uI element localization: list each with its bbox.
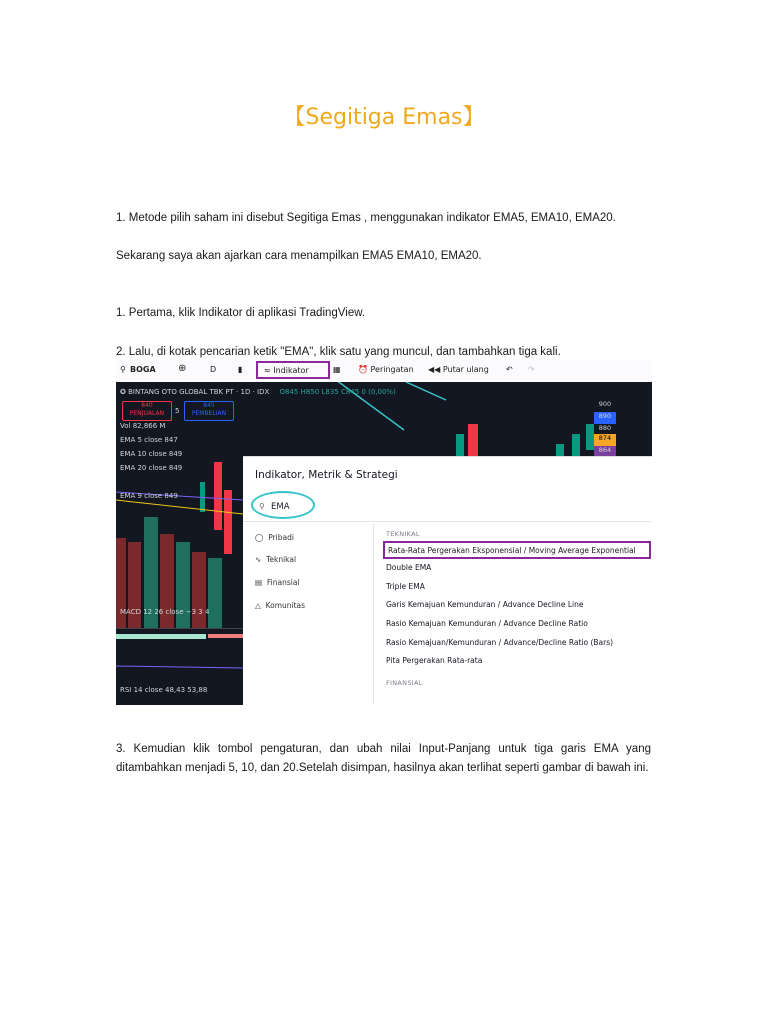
replay-button[interactable]: ◀◀ Putar ulang: [428, 365, 489, 374]
step-1: 1. Pertama, klik Indikator di aplikasi TradingView.: [116, 307, 366, 319]
result-double-ema[interactable]: Double EMA: [386, 563, 432, 572]
user-icon: ◯: [255, 533, 264, 542]
title-close-glyph: 】: [462, 105, 485, 130]
ema5-legend: EMA 5 close 847: [120, 436, 178, 444]
dialog-title: Indikator, Metrik & Strategi: [255, 469, 398, 481]
add-symbol-icon[interactable]: ⊕: [178, 363, 187, 374]
section-financial: FINANSIAL: [386, 679, 423, 687]
undo-icon[interactable]: ↶: [506, 365, 513, 374]
sell-button[interactable]: 840 PENJUALAN: [122, 401, 172, 421]
step-3: 3. Kemudian klik tombol pengaturan, dan ubah nilai Input-Panjang untuk tiga garis EMA yang ditambahkan menjadi 5, 10, dan 20.Setelah disimpan, hasilnya akan terlihat seperti gambar di bawah ini.: [116, 743, 651, 774]
result-advance-decline-ratio[interactable]: Rasio Kemajuan Kemunduran / Advance Decline Ratio: [386, 619, 588, 628]
interval-label[interactable]: D: [210, 365, 217, 374]
chart-header: ✪ BINTANG OTO GLOBAL TBK PT · 1D · IDX O845 H850 L835 C845 0 (0,00%): [120, 388, 396, 396]
redo-icon[interactable]: ↷: [528, 365, 535, 374]
sidebar-divider: [373, 523, 374, 705]
ema10-legend: EMA 10 close 849: [120, 450, 183, 458]
sidebar-item-personal[interactable]: ◯ Pribadi: [255, 533, 294, 542]
chart-line-icon: ∿: [255, 555, 262, 564]
price-scale: 900 890 880 874 864: [594, 400, 616, 458]
macd-legend: MACD 12 26 close −3 3 4: [120, 608, 210, 616]
intro-line-1: 1. Metode pilih saham ini disebut Segitiga Emas , menggunakan indikator EMA5, EMA10, EMA20.: [116, 212, 616, 224]
ema20-legend: EMA 20 close 849: [120, 464, 183, 472]
intro-line-2: Sekarang saya akan ajarkan cara menampilkan EMA5 EMA10, EMA20.: [116, 250, 482, 262]
buy-button[interactable]: 845 PEMBELIAN: [184, 401, 234, 421]
search-icon: ⚲: [259, 502, 265, 511]
indicator-icon: ≈: [264, 366, 271, 375]
search-divider: [243, 521, 652, 522]
result-advance-decline-line[interactable]: Garis Kemajuan Kemunduran / Advance Decline Line: [386, 600, 584, 609]
result-ma-ribbon[interactable]: Pita Pergerakan Rata-rata: [386, 656, 483, 665]
bar-chart-icon: ▤: [255, 578, 263, 587]
rsi-legend: RSI 14 close 48,43 53,88: [120, 686, 208, 694]
tv-toolbar: [116, 360, 652, 382]
search-icon[interactable]: ⚲: [120, 365, 126, 374]
indicator-button[interactable]: ≈ Indikator: [256, 361, 330, 379]
layout-grid-icon[interactable]: ▦: [333, 365, 341, 374]
tradingview-screenshot: [116, 360, 652, 705]
step-2: 2. Lalu, di kotak pencarian ketik "EMA", klik satu yang muncul, dan tambahkan tiga kali.: [116, 346, 561, 358]
sidebar-item-financial[interactable]: ▤ Finansial: [255, 578, 300, 587]
result-advance-decline-bars[interactable]: Rasio Kemajuan/Kemunduran / Advance/Decline Ratio (Bars): [386, 638, 614, 647]
section-technical: TEKNIKAL: [386, 530, 420, 538]
ema9-legend: EMA 9 close 849: [120, 492, 178, 500]
volume-legend: Vol 82,866 M: [120, 422, 166, 430]
alert-button[interactable]: ⏰ Peringatan: [358, 365, 414, 374]
title-open-glyph: 【: [283, 105, 306, 130]
page-title: 【Segitiga Emas】: [283, 105, 485, 130]
sidebar-item-community[interactable]: △ Komunitas: [255, 601, 306, 610]
sidebar-item-technical[interactable]: ∿ Teknikal: [255, 555, 297, 564]
symbol-logo-icon: ✪: [120, 388, 126, 396]
triangle-icon: △: [255, 601, 261, 610]
result-ema[interactable]: Rata-Rata Pergerakan Eksponensial / Moving Average Exponential: [383, 541, 651, 559]
indicator-dialog: [243, 456, 652, 705]
result-triple-ema[interactable]: Triple EMA: [386, 582, 425, 591]
symbol-label[interactable]: BOGA: [130, 365, 156, 374]
price-chart: [116, 382, 652, 705]
candle-type-icon[interactable]: ▮: [238, 365, 243, 374]
indicator-search-input[interactable]: EMA: [271, 502, 290, 512]
spread-value: 5: [175, 407, 180, 415]
